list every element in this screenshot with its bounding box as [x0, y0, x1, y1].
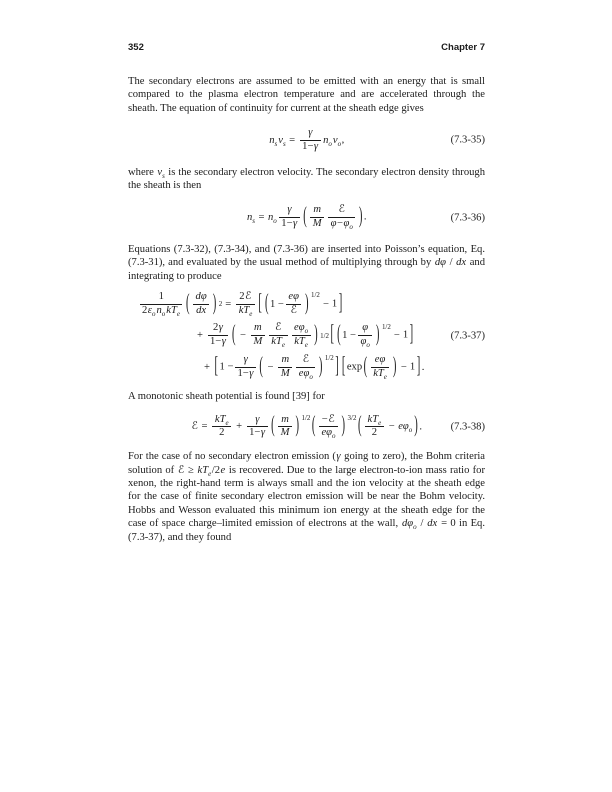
equation-number: (7.3-35) — [450, 134, 485, 146]
equation-line-1: 1 $2\varepsilon_on_okT_e$ ( $\frac{d\varphi}{dx}$ ) 2 = 2ℰ $kT_e$ [ ( 1 − eφ ℰ ) $^{1/2}$− 1 ] — [142, 291, 343, 318]
equation-7-3-35 — [128, 127, 485, 153]
paragraph-secondary-electrons: The secondary electrons are assumed to be emitted with an energy that is small compared to the plasma electron temperature and are accelerated through the sheath. The equation of continuity for current at the sheath edge gives — [128, 76, 485, 114]
equation-7-3-38 — [128, 414, 485, 440]
equation-line-3: + [ 1 − $\frac{\gamma}{1-\gamma}$ ( − $\frac{m}{M}$ ℰ $e\varphi_o$ ) $^{1/2}$ ] [ exp ( eφ $kT_e$ ) − 1 ] . — [204, 353, 425, 381]
equation-body: $n_s = n_o$ $\frac{\gamma}{1-\gamma}$ ( $\frac{m}{M}$ ℰ $\varphi-\varphi_o$ ) . — [246, 204, 367, 232]
chapter-title: Chapter 7 — [441, 42, 485, 53]
equation-7-3-36 — [128, 204, 485, 230]
equation-body: $n_sv_s$ = $\frac{\gamma}{1-\gamma}$ $n_ov_o$, — [269, 127, 345, 152]
equation-number: (7.3-37) — [450, 330, 485, 342]
paragraph-velocity: where $v_s$ is the secondary electron velocity. The secondary electron density through the sheath is then — [128, 166, 486, 192]
equation-number: (7.3-36) — [450, 212, 485, 224]
page-content — [128, 42, 485, 544]
equation-body: ℰ = $kT_e$ 2 + $\frac{\gamma}{1-\gamma}$ ( $\frac{m}{M}$ ) $^{1/2}$ ( −ℰ $e\varphi_o$ ) $^{3/2}$ ( $kT_e$ 2 − $e\varphi_o$ ) . — [191, 413, 422, 441]
paragraph-poisson: Equations (7.3-32), (7.3-34), and (7.3-36) are inserted into Poisson’s equation, Eq. (7.3-31), and evaluated by the usual method of multiplying through by dφ / dx and integrating to produce — [128, 243, 485, 282]
equation-7-3-37 — [128, 291, 485, 380]
page-number: 352 — [128, 42, 144, 53]
paragraph-monotonic: A monotonic sheath potential is found [39] for — [128, 391, 325, 403]
equation-number: (7.3-38) — [450, 421, 485, 433]
paragraph-bohm: For the case of no secondary electron emission (γ going to zero), the Bohm criteria solution of ℰ ≥ $kT_e/2e$ is recovered. Due to the large electron-to-ion mass ratio for xenon, the right-hand term is always small and the ion velocity at the sheath edge for the case of finite secondary electron emission will be near the Bohm velocity. Hobbs and Wesson evaluated this minimum ion energy at the sheath edge for the case of space charge–limited emission of electrons at the wall, $d\varphi_o$ / dx = 0 in Eq. (7.3-37), and they found — [128, 451, 485, 543]
equation-line-2: + $\frac{2\gamma}{1-\gamma}$ ( − $\frac{m}{M}$ ℰ $kT_e$ $e\varphi_o$ $kT_e$ ) 1/2 [ ( 1 − $\frac{\varphi}{\varphi_o}$ ) $^{1/2}$− 1 ] — [197, 322, 414, 350]
running-header — [128, 42, 485, 53]
